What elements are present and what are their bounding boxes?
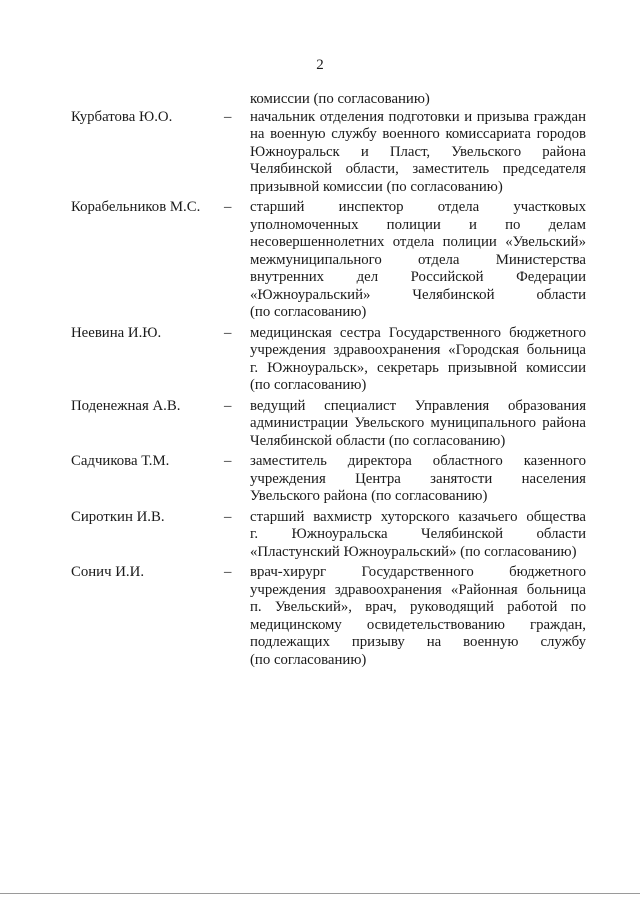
member-position [250,109,586,197]
position-line: заместитель директора областного казенного [250,453,586,469]
position-line: несовершеннолетних отдела полиции «Увельский» [250,234,586,250]
position-line: (по согласованию) [250,377,367,393]
member-name: Садчикова Т.М. [71,453,170,469]
position-line: администрации Увельского муниципального района [250,415,586,431]
position-line: Южноуральск и Пласт, Увельского района [250,143,586,160]
dash-separator: – [224,397,232,414]
member-name: Корабельников М.С. [71,199,201,215]
page-number: 2 [316,57,324,73]
position-line: призывной комиссии (по согласованию) [250,178,503,195]
dash-separator: – [224,199,232,215]
member-name: Курбатова Ю.О. [71,108,173,125]
dash-separator: – [224,508,232,525]
member-position [250,509,586,562]
position-line: начальник отделения подготовки и призыва граждан [250,108,586,125]
dash-separator: – [224,564,232,580]
position-line: старший инспектор отдела участковых [250,199,586,215]
position-line: медицинскому освидетельствованию граждан, [250,616,586,633]
position-line: медицинская сестра Государственного бюджетного [250,324,586,341]
position-line: (по согласованию) [250,304,367,320]
dash-separator: – [224,453,232,469]
member-name: Поденежная А.В. [71,397,181,414]
position-line: подлежащих призыву на военную службу [250,634,586,650]
member-name: Неевина И.Ю. [71,324,162,341]
position-line: г. Южноуральска Челябинской области [250,526,586,542]
position-line: (по согласованию) [250,651,367,668]
position-line: г. Южноуральск», секретарь призывной комиссии [250,359,586,376]
position-line: п. Увельский», врач, руководящий работой по [250,599,586,615]
position-line: «Пластунский Южноуральский» (по согласованию) [250,543,577,560]
member-position [250,564,586,669]
position-line: Челябинской области (по согласованию) [250,432,506,449]
member-position [250,453,586,506]
member-position [250,199,586,322]
position-line: на военную службу военного комиссариата городов [250,126,586,142]
position-line: внутренних дел Российской Федерации [250,269,586,285]
position-line: уполномоченных полиции и по делам [250,216,586,233]
continuation-text: комиссии (по согласованию) [250,91,430,107]
position-line: учреждения Центра занятости населения [250,470,586,487]
member-name: Сироткин И.В. [71,508,165,525]
position-line: учреждения здравоохранения «Районная больница [250,581,586,598]
position-line: учреждения здравоохранения «Городская больница [250,342,586,358]
position-line: «Южноуральский» Челябинской области [250,286,586,303]
position-line: ведущий специалист Управления образования [250,397,586,414]
dash-separator: – [224,324,232,341]
member-position [250,398,586,451]
member-name: Сонич И.И. [71,564,145,580]
position-line: межмуниципального отдела Министерства [250,251,586,268]
position-line: врач-хирург Государственного бюджетного [250,564,586,580]
position-line: Увельского района (по согласованию) [250,488,488,504]
position-line: старший вахмистр хуторского казачьего общества [250,508,586,525]
footer-divider [0,893,640,894]
position-line: Челябинской области, заместитель председателя [250,161,586,177]
member-position [250,325,586,395]
dash-separator: – [224,108,232,125]
